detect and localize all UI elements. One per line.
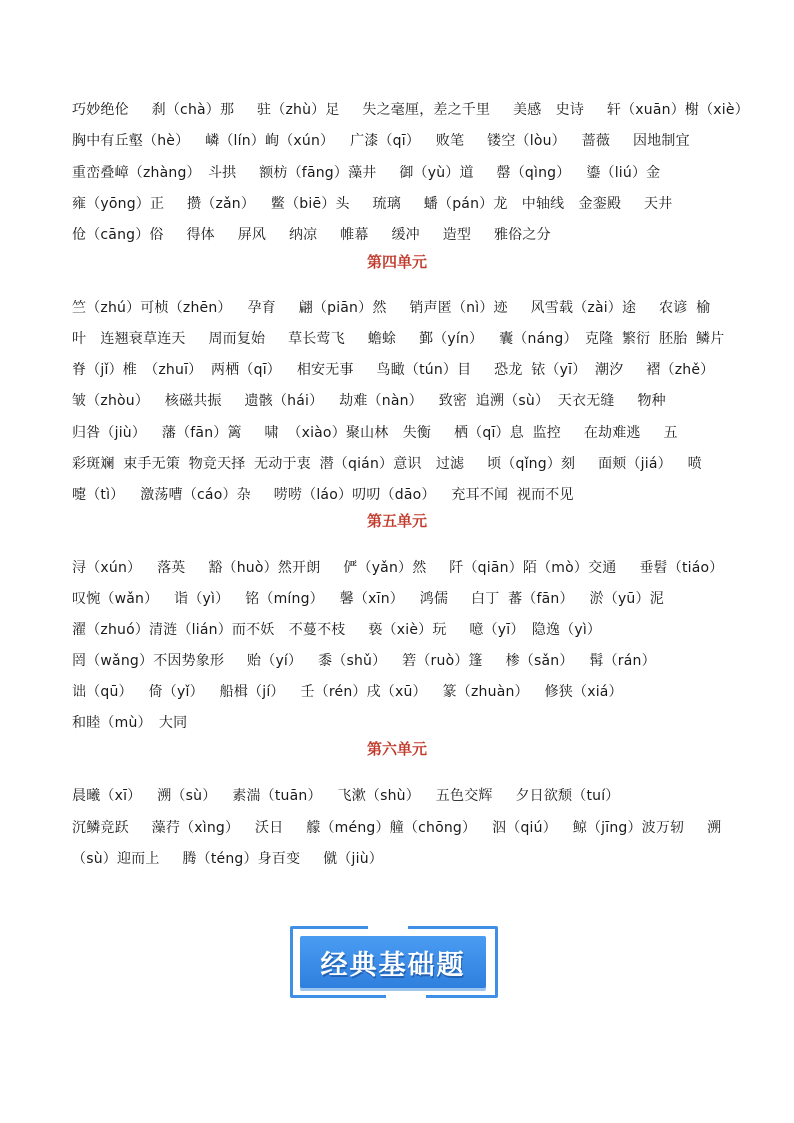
badge-frame-gap bbox=[386, 994, 426, 1000]
section-heading-unit4: 第四单元 bbox=[366, 253, 427, 271]
badge-box bbox=[300, 936, 486, 988]
vocab-line: 和睦（mù） 大同 bbox=[72, 715, 188, 731]
badge-label: 经典基础题 bbox=[320, 949, 466, 981]
vocab-line: 伧（cāng）俗 得体 屏风 纳凉 帷幕 缓冲 造型 雅俗之分 bbox=[72, 227, 551, 243]
vocab-line: 竺（zhú）可桢（zhēn） 孕育 翩（piān）然 销声匿（nì）迹 风雪载（zài）途 农谚 榆 bbox=[72, 300, 711, 316]
vocab-line: 濯（zhuó）清涟（lián）而不妖 不蔓不枝 亵（xiè）玩 噫（yī） 隐逸（yì） bbox=[72, 622, 602, 638]
vocab-line: 罔（wǎng）不因势象形 贻（yí） 黍（shǔ） 箬（ruò）篷 椮（sǎn） 髯（rán） bbox=[72, 653, 656, 669]
vocab-line: 重峦叠嶂（zhàng） 斗拱 额枋（fāng）藻井 御（yù）道 罄（qìng） 鎏（liú）金 bbox=[72, 165, 661, 181]
vocab-line: 雍（yōng）正 攒（zǎn） 鳖（biē）头 琉璃 蟠（pán）龙 中轴线 金銮殿 天井 bbox=[72, 196, 673, 212]
vocab-line: 浔（xún） 落英 豁（huò）然开朗 俨（yǎn）然 阡（qiān）陌（mò）交通 垂髫（tiáo） bbox=[72, 560, 724, 576]
vocab-line: 归咎（jiù） 藩（fān）篱 啸 （xiào）聚山林 失衡 栖（qī）息 监控 在劫难逃 五 bbox=[72, 425, 678, 441]
badge-frame-gap bbox=[368, 924, 408, 930]
vocab-line: 巧妙绝伦 刹（chà）那 驻（zhù）足 失之毫厘，差之千里 美感 史诗 轩（xuān）榭（xiè） bbox=[72, 102, 749, 118]
vocab-line: 嚏（tì） 激荡嘈（cáo）杂 唠唠（láo）叨叨（dāo） 充耳不闻 视而不见 bbox=[72, 487, 574, 503]
vocab-line: 叶 连翘衰草连天 周而复始 草长莺飞 蟾蜍 鄞（yín） 囊（náng） 克隆 繁衍 胚胎 鳞片 bbox=[72, 331, 725, 347]
section-heading-unit6: 第六单元 bbox=[366, 740, 427, 758]
section-badge bbox=[290, 926, 504, 1004]
vocab-line: 晨曦（xī） 溯（sù） 素湍（tuān） 飞漱（shù） 五色交辉 夕日欲颓（tuí） bbox=[72, 788, 620, 804]
vocab-line: （sù）迎而上 腾（téng）身百变 僦（jiù） bbox=[72, 851, 383, 867]
vocab-line: 脊（jǐ）椎 （zhuī） 两栖（qī） 相安无事 鸟瞰（tún）目 恐龙 铱（yī） 潮汐 褶（zhě） bbox=[72, 362, 715, 378]
vocab-line: 叹惋（wǎn） 诣（yì） 铭（míng） 馨（xīn） 鸿儒 白丁 蕃（fān） 淤（yū）泥 bbox=[72, 591, 664, 607]
section-heading-unit5: 第五单元 bbox=[366, 512, 427, 530]
vocab-line: 诎（qū） 倚（yǐ） 船楫（jí） 壬（rén）戌（xū） 篆（zhuàn） 修狭（xiá） bbox=[72, 684, 623, 700]
vocab-line: 皱（zhòu） 核磁共振 遗骸（hái） 劫难（nàn） 致密 追溯（sù） 天衣无缝 物种 bbox=[72, 393, 666, 409]
vocab-line: 彩斑斓 束手无策 物竞天择 无动于衷 潜（qián）意识 过滤 顷（qǐng）刻 面颊（jiá） 喷 bbox=[72, 456, 702, 472]
vocab-line: 沉鳞竞跃 藻荇（xìng） 沃日 艨（méng）艟（chōng） 泅（qiú） 鲸（jīng）波万轫 溯 bbox=[72, 820, 722, 836]
vocab-line: 胸中有丘壑（hè） 嶙（lín）峋（xún） 广漆（qī） 败笔 镂空（lòu） 蔷薇 因地制宜 bbox=[72, 133, 690, 149]
